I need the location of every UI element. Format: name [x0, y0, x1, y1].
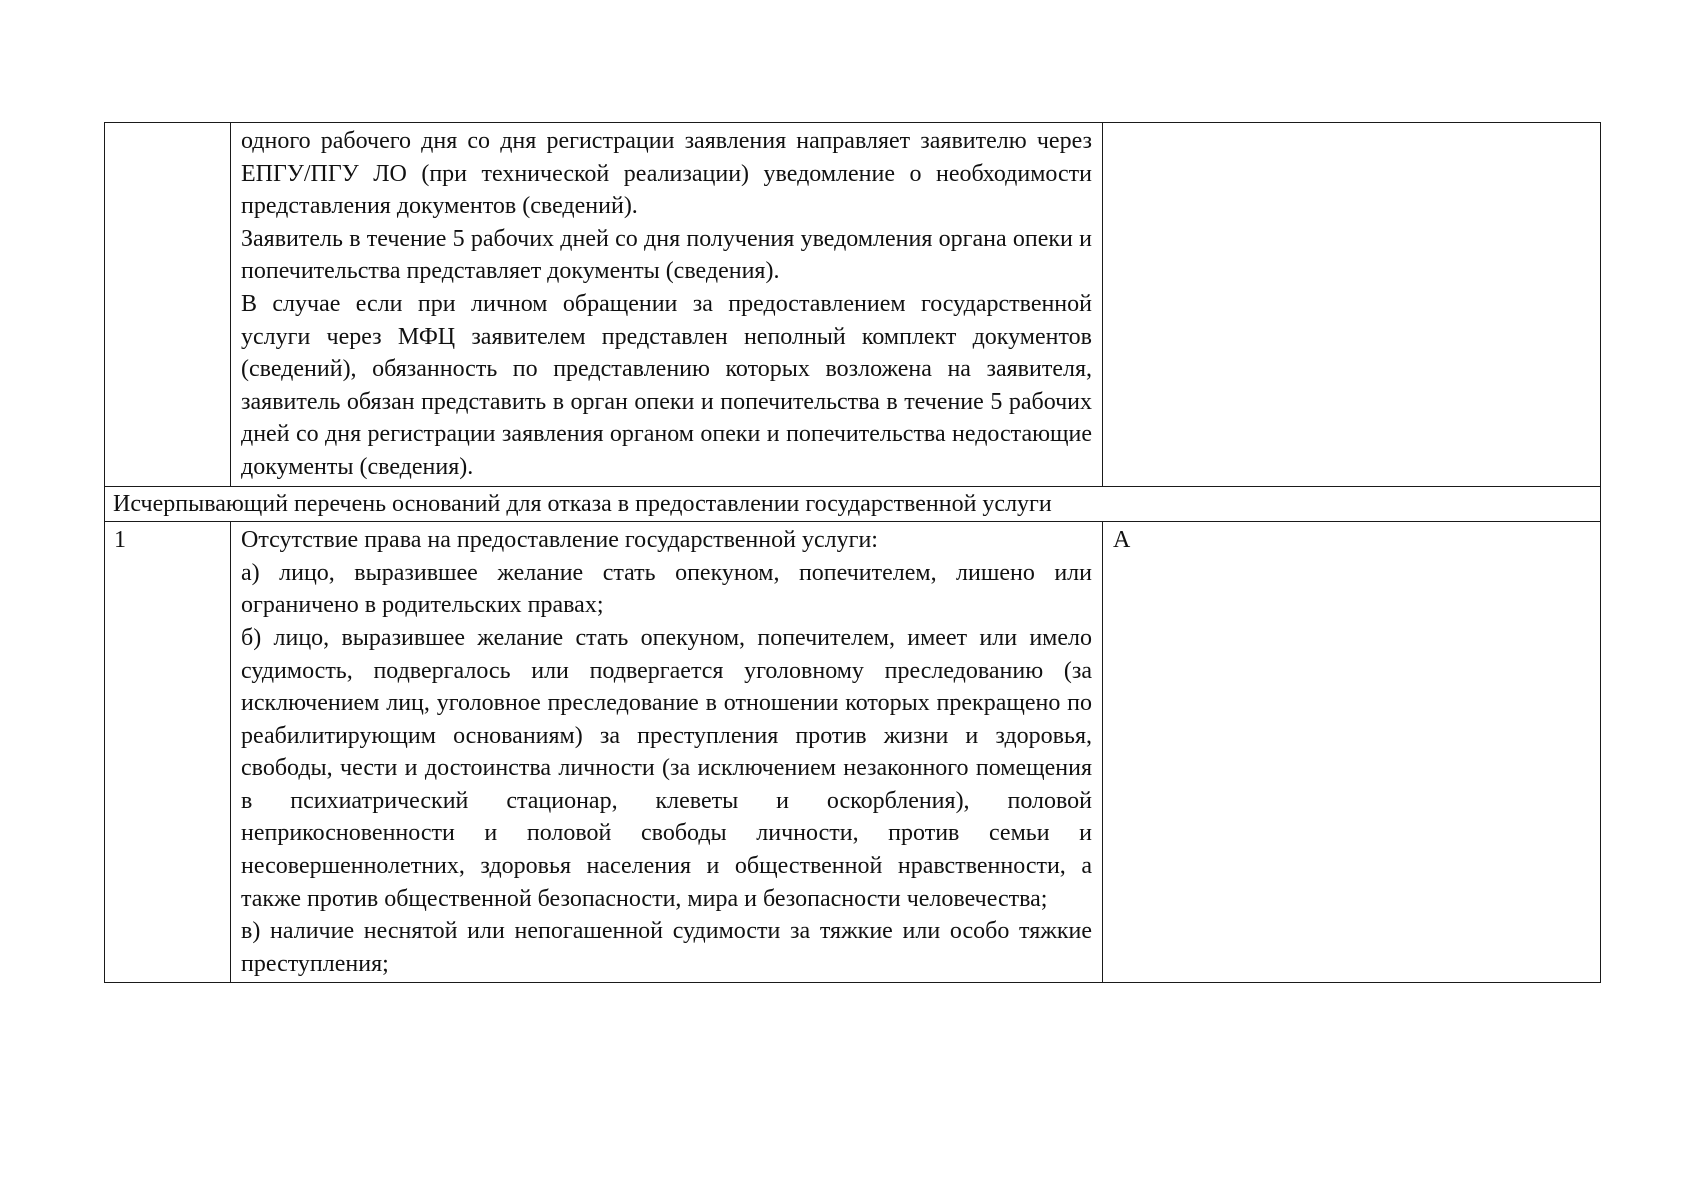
- paragraph: Заявитель в течение 5 рабочих дней со дня получения уведомления органа опеки и попечительства представляет документы (сведения).: [241, 225, 1092, 285]
- paragraph: б) лицо, выразившее желание стать опекуном, попечителем, имеет или имело судимость, подвергалось или подвергается уголовному преследованию (за исключением лиц, уголовное преследование в отношении которых прекращено по реабилитирующим основаниям) за преступления против жизни и здоровья, свободы, чести и достоинства личности (за исключением незаконного помещения в психиатрический стационар, клеветы и оскорбления), половой неприкосновенности и половой свободы личности, против семьи и несовершеннолетних, здоровья населения и общественной нравственности, а также против общественной безопасности, мира и безопасности человечества;: [241, 624, 1092, 912]
- services-table: [104, 122, 1601, 983]
- row-mark-cell: А: [1103, 522, 1601, 983]
- paragraph: В случае если при личном обращении за предоставлением государственной услуги через МФЦ заявителем представлен неполный комплект документов (сведений), обязанность по представлению которых возложена на заявителя, заявитель обязан представить в орган опеки и попечительства в течение 5 рабочих дней со дня регистрации заявления органом опеки и попечительства недостающие документы (сведения).: [241, 290, 1092, 480]
- table-row-continuation: [105, 123, 1601, 487]
- paragraph: в) наличие неснятой или непогашенной судимости за тяжкие или особо тяжкие преступления;: [241, 918, 1092, 977]
- paragraph: одного рабочего дня со дня регистрации заявления направляет заявителю через ЕПГУ/ПГУ ЛО (при технической реализации) уведомление о необходимости представления документов (сведений).: [241, 128, 1092, 220]
- row-mark-cell: [1103, 123, 1601, 487]
- row-number-cell: [105, 123, 231, 487]
- row-description-cell: [231, 123, 1103, 487]
- paragraph: а) лицо, выразившее желание стать опекуном, попечителем, лишено или ограничено в родительских правах;: [241, 559, 1092, 619]
- paragraph: Отсутствие права на предоставление государственной услуги:: [241, 527, 878, 554]
- row-number-cell: 1: [105, 522, 231, 983]
- row-description-cell: [231, 522, 1103, 983]
- table-row-1: [105, 522, 1601, 983]
- section-heading: Исчерпывающий перечень оснований для отказа в предоставлении государственной услуги: [105, 486, 1601, 522]
- section-heading-row: [105, 486, 1601, 522]
